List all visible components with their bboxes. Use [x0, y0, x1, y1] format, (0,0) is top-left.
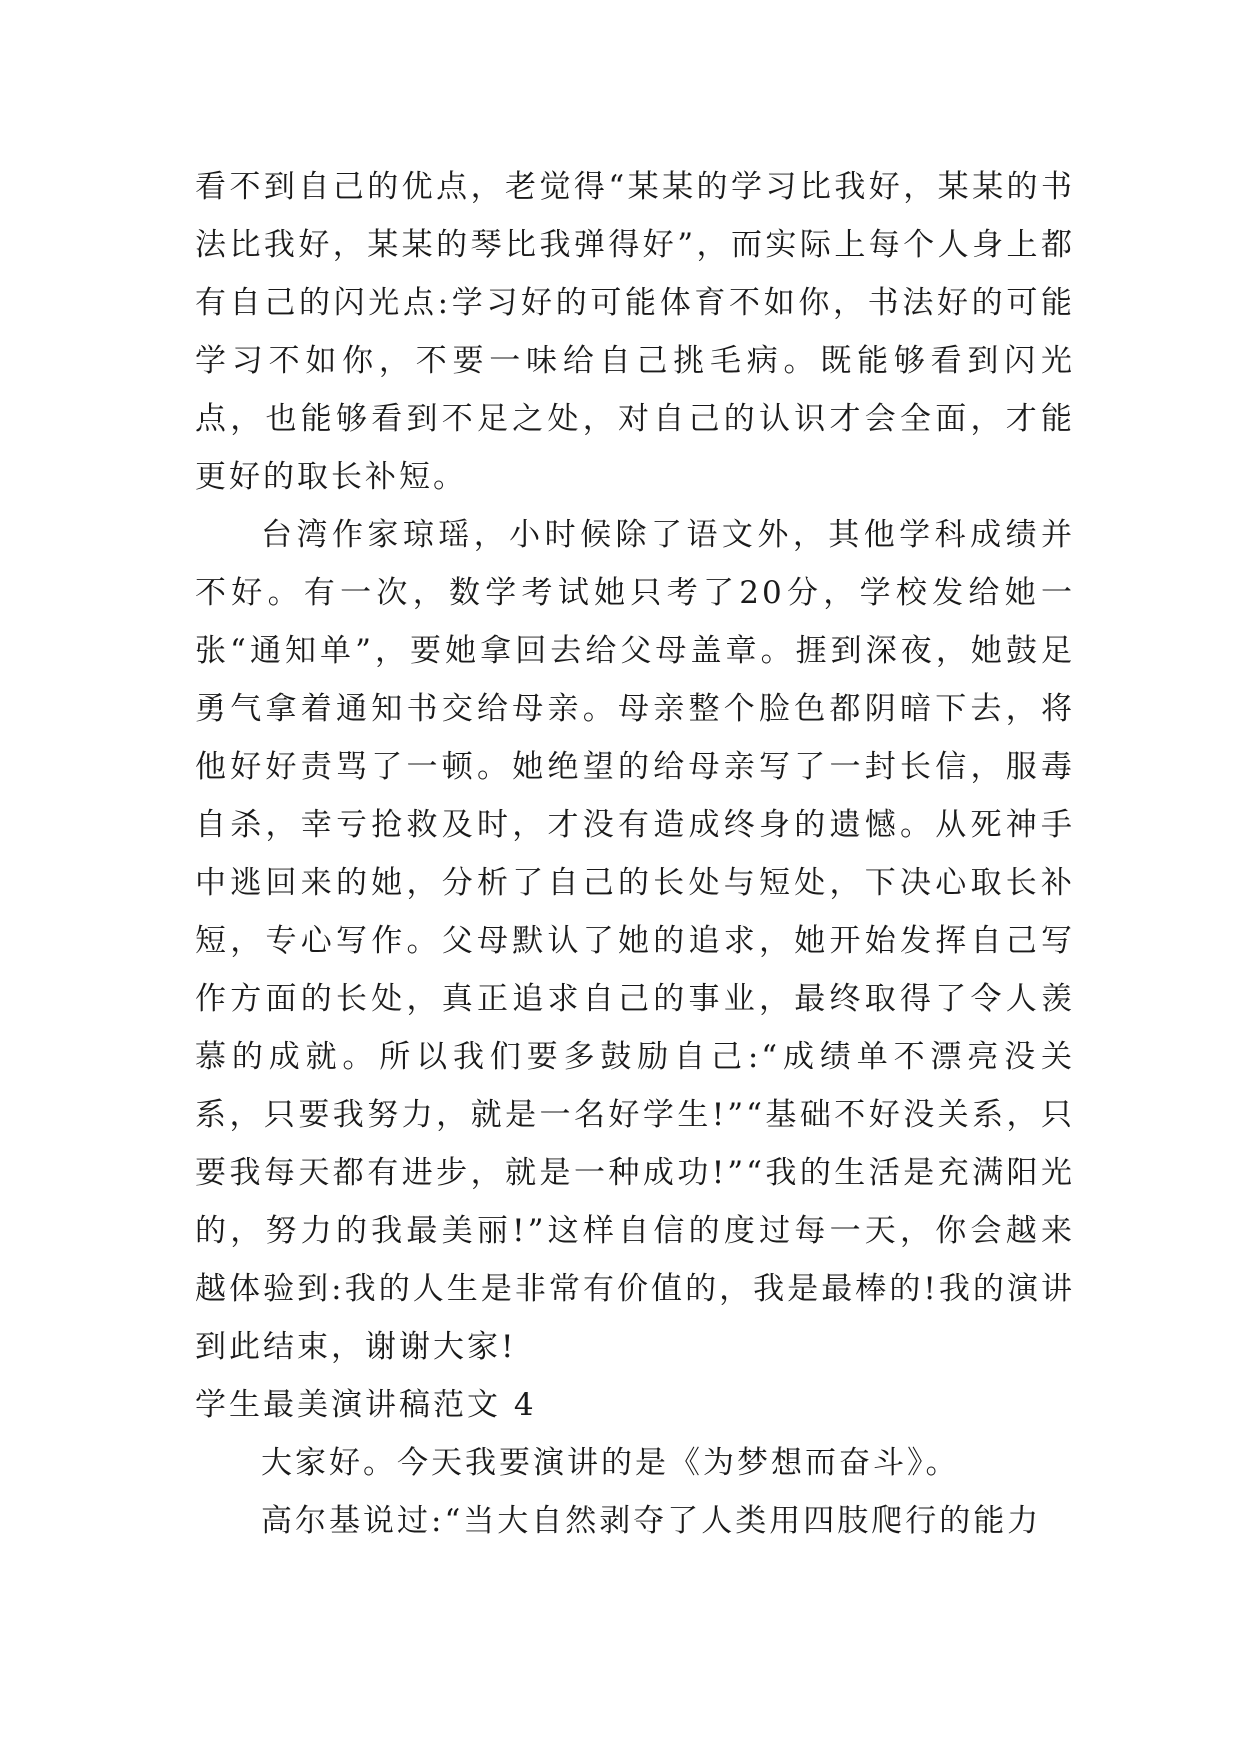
paragraph-greeting: 大家好。今天我要演讲的是《为梦想而奋斗》。 [261, 1445, 960, 1481]
section-heading: 学生最美演讲稿范文 4 [195, 1387, 537, 1423]
paragraph-gorky-quote: 高尔基说过:“当大自然剥夺了人类用四肢爬行的能力 [261, 1503, 1042, 1539]
paragraph-self-awareness: 看不到自己的优点，老觉得“某某的学习比我好，某某的书法比我好，某某的琴比我弹得好”，而实际上每个人身上都有自己的闪光点:学习好的可能体育不如你，书法好的可能学习不如你，不要一味给自己挑毛病。既能够看到闪光点，也能够看到不足之处，对自己的认识才会全面，才能更好的取长补短。 [195, 169, 1075, 495]
paragraph-qiongyao-story: 台湾作家琼瑶，小时候除了语文外，其他学科成绩并不好。有一次，数学考试她只考了20分，学校发给她一张“通知单”，要她拿回去给父母盖章。捱到深夜，她鼓足勇气拿着通知书交给母亲。母亲整个脸色都阴暗下去，将他好好责骂了一顿。她绝望的给母亲写了一封长信，服毒自杀，幸亏抢救及时，才没有造成终身的遗憾。从死神手中逃回来的她，分析了自己的长处与短处，下决心取长补短，专心写作。父母默认了她的追求，她开始发挥自己写作方面的长处，真正追求自己的事业，最终取得了令人羡慕的成就。所以我们要多鼓励自己:“成绩单不漂亮没关系，只要我努力，就是一名好学生!”“基础不好没关系，只要我每天都有进步，就是一种成功!”“我的生活是充满阳光的，努力的我最美丽!”这样自信的度过每一天，你会越来越体验到:我的人生是非常有价值的，我是最棒的!我的演讲到此结束，谢谢大家! [195, 517, 1075, 1365]
